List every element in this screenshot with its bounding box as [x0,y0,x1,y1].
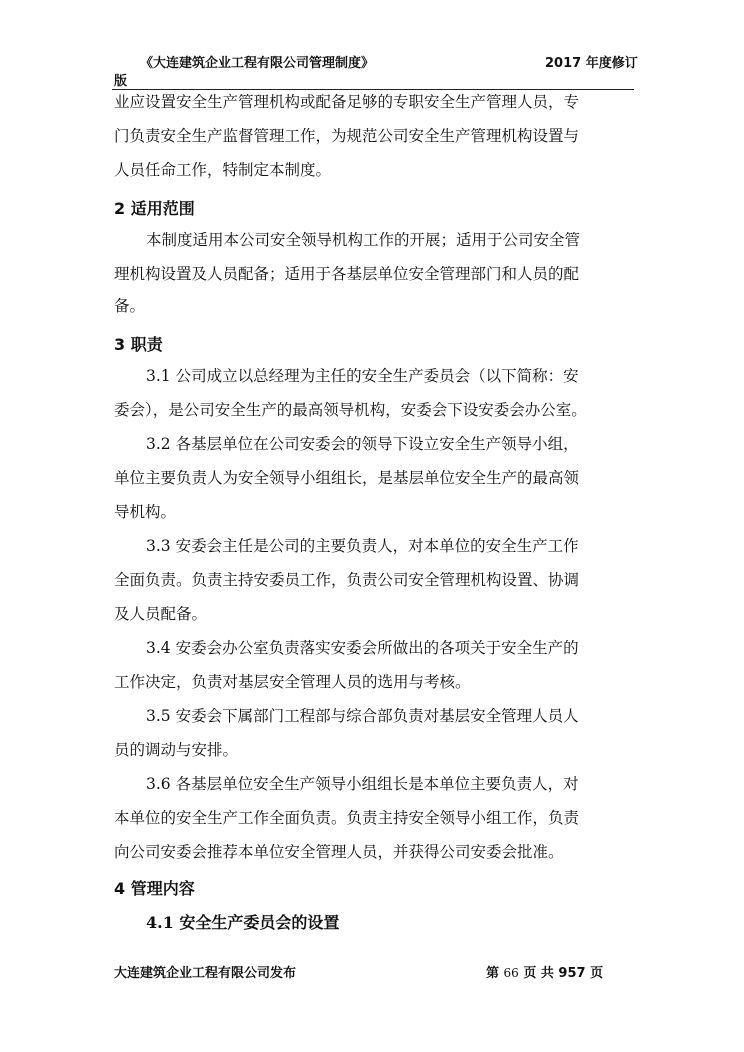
current-page-number: 66 [503,966,519,980]
body-text-line: 门负责安全生产监督管理工作，为规范公司安全生产管理机构设置与 [114,127,580,145]
clause-3-4-line: 3.4 安委会办公室负责落实安委会所做出的各项关于安全生产的 [146,639,579,657]
header-version-tail: 版 [114,74,128,89]
clause-3-4-line: 工作决定，负责对基层安全管理人员的选用与考核。 [114,673,471,691]
clause-3-3-line: 3.3 安委会主任是公司的主要负责人，对本单位的安全生产工作 [146,537,579,555]
header-version: 2017 年度修订 [545,56,638,71]
header-title: 《大连建筑企业工程有限公司管理制度》 [140,56,375,71]
clause-3-5-line: 3.5 安委会下属部门工程部与综合部负责对基层安全管理人员人 [146,707,579,725]
clause-3-6-line: 向公司安委会推荐本单位安全管理人员，并获得公司安委会批准。 [114,843,564,861]
section-heading-4: 4 管理内容 [114,879,195,898]
clause-3-2-line: 3.2 各基层单位在公司安委会的领导下设立安全生产领导小组， [146,435,579,453]
total-page-count: 957 [558,966,586,981]
clause-3-1-line: 委会），是公司安全生产的最高领导机构，安委会下设安委会办公室。 [114,401,587,419]
clause-3-1-line: 3.1 公司成立以总经理为主任的安全生产委员会（以下简称：安 [146,367,579,385]
clause-3-3-line: 及人员配备。 [114,605,208,623]
clause-3-2-line: 导机构。 [114,503,177,521]
clause-3-5-line: 员的调动与安排。 [114,741,239,759]
clause-3-6-line: 本单位的安全生产工作全面负责。负责主持安全领导小组工作，负责 [114,809,580,827]
body-text-line: 业应设置安全生产管理机构或配备足够的专职安全生产管理人员，专 [114,93,580,111]
body-text-line: 本制度适用本公司安全领导机构工作的开展；适用于公司安全管 [146,231,581,249]
footer-page-info [486,962,603,981]
body-text-line: 理机构设置及人员配备；适用于各基层单位安全管理部门和人员的配 [114,265,580,283]
page-prefix: 第 [486,966,500,981]
clause-3-6-line: 3.6 各基层单位安全生产领导小组组长是本单位主要负责人，对 [146,775,579,793]
clause-3-3-line: 全面负责。负责主持安委员工作，负责公司安全管理机构设置、协调 [114,571,580,589]
section-heading-3: 3 职责 [114,335,163,354]
body-text-line: 备。 [114,297,146,315]
clause-3-2-line: 单位主要负责人为安全领导小组组长，是基层单位安全生产的最高领 [114,469,580,487]
page-suffix: 页 [590,966,604,981]
subsection-heading-4-1: 4.1 安全生产委员会的设置 [146,913,340,932]
page-middle: 页 共 [523,966,554,981]
footer-publisher: 大连建筑企业工程有限公司发布 [114,966,297,981]
section-heading-2: 2 适用范围 [114,199,195,218]
body-text-line: 人员任命工作，特制定本制度。 [114,161,332,179]
header-divider [112,89,634,90]
